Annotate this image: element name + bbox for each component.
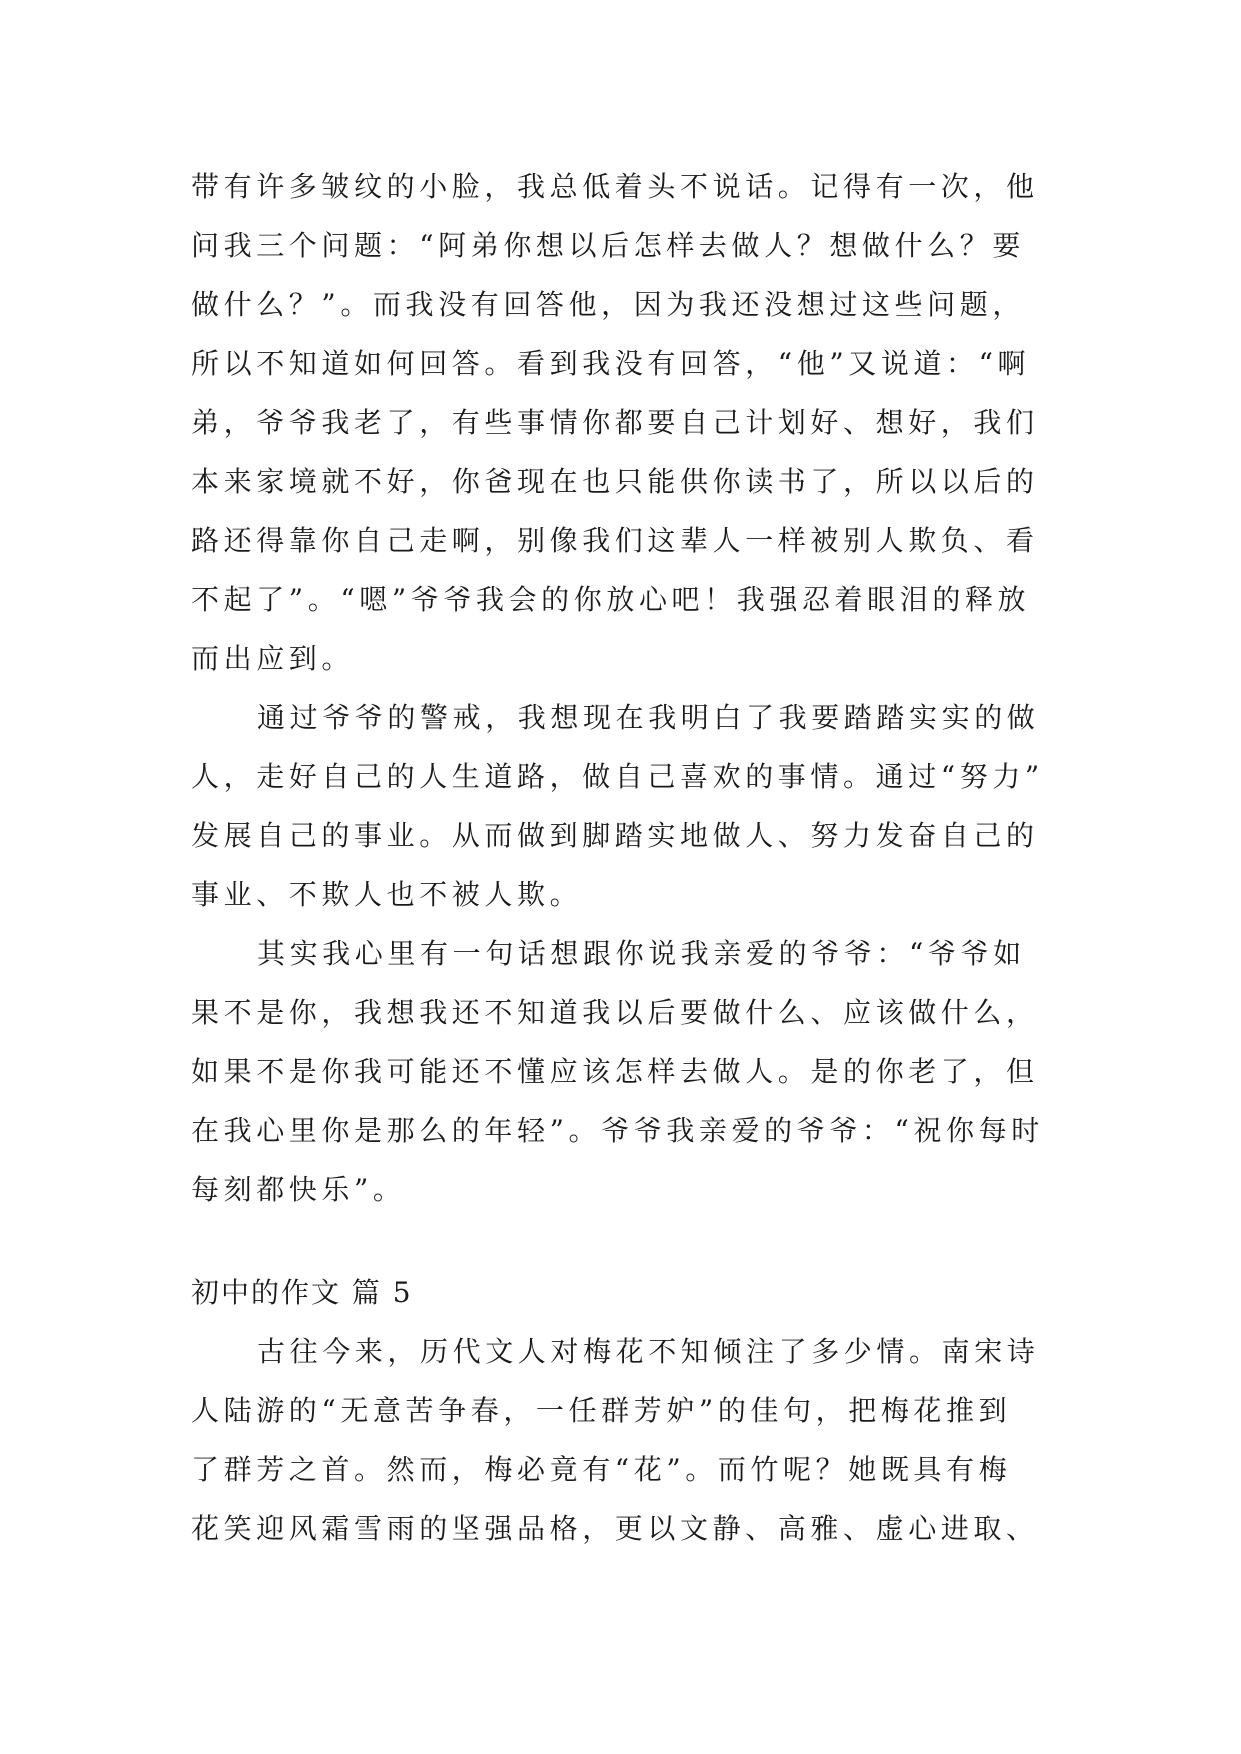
text-line: 带有许多皱纹的小脸，我总低着头不说话。记得有一次，他 bbox=[191, 170, 1039, 203]
text-line: 人陆游的“无意苦争春，一任群芳妒”的佳句，把梅花推到 bbox=[191, 1394, 1012, 1427]
text-line: 发展自己的事业。从而做到脚踏实地做人、努力发奋自己的 bbox=[191, 819, 1039, 852]
text-line: 事业、不欺人也不被人欺。 bbox=[191, 878, 583, 911]
text-line: 花笑迎风霜雪雨的坚强品格，更以文静、高雅、虚心进取、 bbox=[191, 1512, 1039, 1545]
text-line: 所以不知道如何回答。看到我没有回答，“他”又说道：“啊 bbox=[191, 347, 1031, 380]
text-line: 在我心里你是那么的年轻”。爷爷我亲爱的爷爷：“祝你每时 bbox=[191, 1114, 1044, 1147]
section-heading: 初中的作文 篇 5 bbox=[191, 1276, 413, 1309]
text-line: 每刻都快乐”。 bbox=[191, 1173, 406, 1206]
text-line: 人，走好自己的人生道路，做自己喜欢的事情。通过“努力” bbox=[191, 760, 1044, 793]
text-line: 路还得靠你自己走啊，别像我们这辈人一样被别人欺负、看 bbox=[191, 524, 1039, 557]
text-line: 果不是你，我想我还不知道我以后要做什么、应该做什么， bbox=[191, 996, 1039, 1029]
text-line: 其实我心里有一句话想跟你说我亲爱的爷爷：“爷爷如 bbox=[257, 937, 1026, 970]
text-line: 通过爷爷的警戒，我想现在我明白了我要踏踏实实的做 bbox=[257, 701, 1040, 734]
text-line: 如果不是你我可能还不懂应该怎样去做人。是的你老了，但 bbox=[191, 1055, 1039, 1088]
text-line: 做什么？”。而我没有回答他，因为我还没想过这些问题， bbox=[191, 288, 1025, 321]
text-line: 本来家境就不好，你爸现在也只能供你读书了，所以以后的 bbox=[191, 465, 1039, 498]
text-line: 而出应到。 bbox=[191, 642, 355, 675]
text-line: 古往今来，历代文人对梅花不知倾注了多少情。南宋诗 bbox=[257, 1335, 1040, 1368]
text-line: 了群芳之首。然而，梅必竟有“花”。而竹呢？她既具有梅 bbox=[191, 1453, 1012, 1486]
text-line: 问我三个问题：“阿弟你想以后怎样去做人？想做什么？要 bbox=[191, 229, 1025, 262]
text-line: 弟，爷爷我老了，有些事情你都要自己计划好、想好，我们 bbox=[191, 406, 1039, 439]
text-line: 不起了”。“嗯”爷爷我会的你放心吧！我强忍着眼泪的释放 bbox=[191, 583, 1031, 616]
